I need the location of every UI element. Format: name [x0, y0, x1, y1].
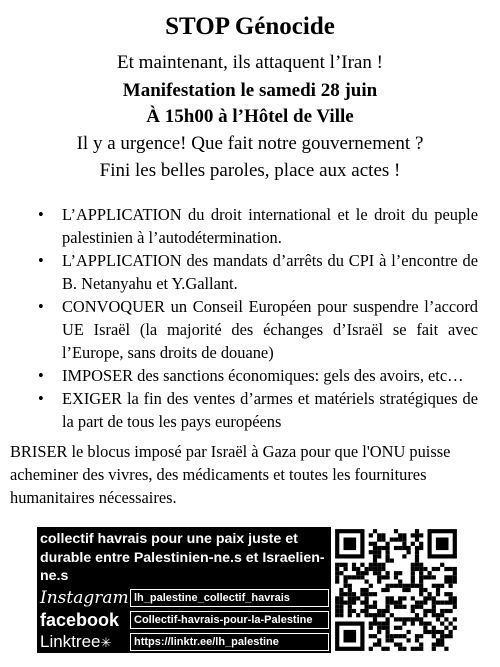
demands-list [38, 203, 478, 433]
qr-code-icon[interactable] [333, 527, 460, 654]
demand-item: • IMPOSER des sanctions économiques: gels des avoirs, etc… [38, 366, 464, 385]
urgency-line: Il y a urgence! Que fait notre gouvernement ? [76, 133, 424, 154]
instagram-handle[interactable]: lh_palestine_collectif_havrais [130, 589, 329, 607]
instagram-row [37, 587, 331, 609]
linktree-logo: Linktree✳ [40, 632, 112, 651]
instagram-logo: Instagram [40, 588, 129, 608]
demand-item: • L’APPLICATION des mandats d’arrêts du CPI à l’encontre de B. Netanyahu et Y.Gallant. [38, 251, 478, 293]
page-title: STOP Génocide [165, 13, 335, 40]
call-line: Fini les belles paroles, place aux actes ! [99, 160, 401, 181]
facebook-row [37, 609, 331, 631]
demand-item: • L’APPLICATION du droit international et le droit du peuple palestinien à l’autodétermination. [38, 205, 478, 247]
bullet-icon: • [38, 297, 44, 316]
intro-line: Et maintenant, ils attaquent l’Iran ! [117, 52, 383, 73]
bullet-icon: • [38, 366, 44, 385]
linktree-icon: ✳ [100, 635, 112, 650]
bullet-icon: • [38, 389, 44, 408]
bullet-icon: • [38, 205, 44, 224]
facebook-handle[interactable]: Collectif-havrais-pour-la-Palestine [130, 611, 329, 629]
blocus-paragraph: BRISER le blocus imposé par Israël à Gaza pour que l'ONU puisse acheminer des vivres, des médicaments et toutes les fournitures humanitaires nécessaires. [10, 442, 451, 507]
footer-contact-box [37, 527, 331, 653]
linktree-row [37, 631, 331, 653]
linktree-handle[interactable]: https://linktr.ee/lh_palestine [130, 633, 329, 651]
bullet-icon: • [38, 251, 44, 270]
event-date: Manifestation le samedi 28 juin [122, 80, 378, 101]
facebook-logo: facebook [40, 610, 120, 630]
event-place: À 15h00 à l’Hôtel de Ville [146, 106, 354, 127]
demand-item: • CONVOQUER un Conseil Européen pour suspendre l’accord UE Israël (la majorité des échanges d’Israël se fait avec l’Europe, sans droits de douane) [38, 297, 478, 362]
demand-item: • EXIGER la fin des ventes d’armes et matériels stratégiques de la part de tous les pays européens [38, 389, 478, 431]
collectif-name: collectif havrais pour une paix juste et durable entre Palestinien-ne.s et Israelien-ne.s [40, 531, 325, 584]
